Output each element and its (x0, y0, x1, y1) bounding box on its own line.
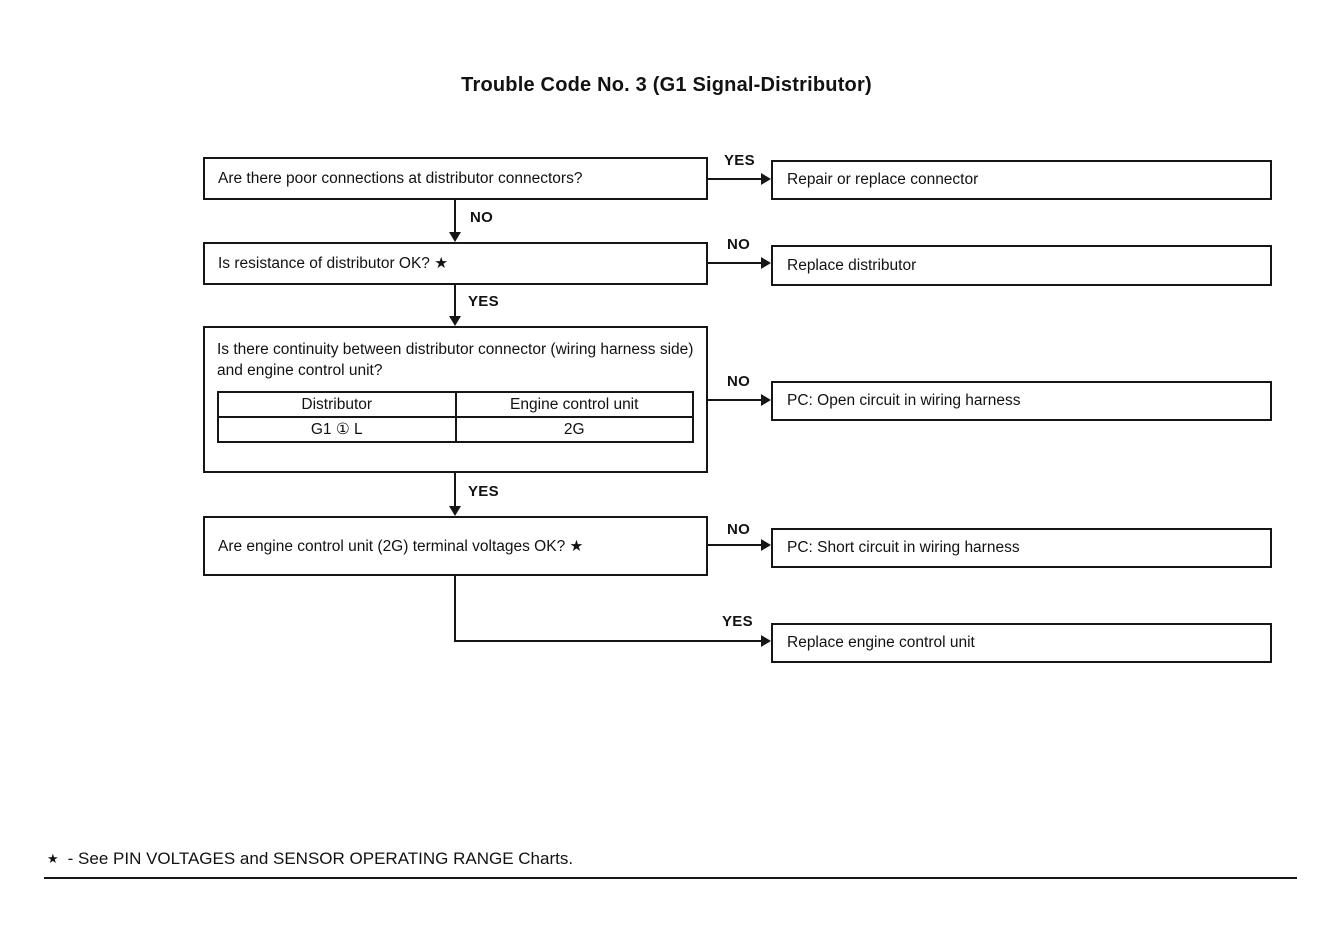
flow-question-2-text: Is resistance of distributor OK? ★ (218, 255, 449, 272)
arrow-q3-no-line (707, 399, 762, 401)
arrow-q4-yes-vline (454, 576, 456, 642)
result-repair-connector-text: Repair or replace connector (787, 171, 979, 188)
flow-question-1-text: Are there poor connections at distributor connectors? (218, 169, 583, 187)
continuity-table (217, 391, 694, 443)
edge-label-q2-yes: YES (468, 293, 499, 310)
page-title: Trouble Code No. 3 (G1 Signal-Distributor) (461, 74, 872, 96)
arrow-q4-yes-head-icon (761, 635, 771, 647)
footnote-star-icon: ★ (47, 851, 59, 866)
continuity-table-header-ecu: Engine control unit (456, 392, 694, 417)
arrow-q1-yes-head-icon (761, 173, 771, 185)
edge-label-q2-no: NO (727, 236, 751, 253)
edge-label-q3-no: NO (727, 373, 751, 390)
flow-question-1 (203, 157, 708, 200)
continuity-table-header-row (218, 392, 693, 417)
arrow-q4-no-line (707, 544, 762, 546)
continuity-table-cell-ecu: 2G (456, 417, 694, 442)
result-repair-connector (771, 160, 1272, 200)
arrow-q1-yes-line (707, 178, 762, 180)
footnote-text: - See PIN VOLTAGES and SENSOR OPERATING RANGE Charts. (67, 849, 574, 868)
arrow-q2-no-head-icon (761, 257, 771, 269)
arrow-q1-no-line (454, 200, 456, 233)
result-replace-distributor (771, 245, 1272, 286)
flow-question-3 (203, 326, 708, 473)
result-replace-distributor-text: Replace distributor (787, 256, 917, 274)
arrow-q2-yes-line (454, 285, 456, 317)
edge-label-q1-yes: YES (724, 152, 755, 169)
result-open-circuit (771, 381, 1272, 421)
result-short-circuit (771, 528, 1272, 568)
arrow-q3-yes-line (454, 473, 456, 507)
arrow-q3-no-head-icon (761, 394, 771, 406)
arrow-q4-no-head-icon (761, 539, 771, 551)
footnote (47, 849, 573, 869)
continuity-table-header-distributor: Distributor (218, 392, 456, 417)
continuity-table-cell-distributor: G1 ① L (218, 417, 456, 442)
arrow-q1-no-head-icon (449, 232, 461, 242)
flow-question-2 (203, 242, 708, 285)
result-short-circuit-text: PC: Short circuit in wiring harness (787, 539, 1020, 556)
flow-question-3-text: Is there continuity between distributor connector (wiring harness side) and engine control unit? (217, 341, 694, 379)
arrow-q4-yes-hline (454, 640, 762, 642)
edge-label-q1-no: NO (470, 209, 494, 226)
arrow-q3-yes-head-icon (449, 506, 461, 516)
edge-label-q4-yes: YES (722, 613, 753, 630)
continuity-table-value-row (218, 417, 693, 442)
result-open-circuit-text: PC: Open circuit in wiring harness (787, 392, 1021, 409)
result-replace-ecu-text: Replace engine control unit (787, 634, 975, 651)
footer-rule (44, 877, 1297, 879)
edge-label-q4-no: NO (727, 521, 751, 538)
edge-label-q3-yes: YES (468, 483, 499, 500)
arrow-q2-yes-head-icon (449, 316, 461, 326)
result-replace-ecu (771, 623, 1272, 663)
flow-question-4-text: Are engine control unit (2G) terminal voltages OK? ★ (218, 537, 584, 555)
flow-question-4 (203, 516, 708, 576)
arrow-q2-no-line (707, 262, 762, 264)
